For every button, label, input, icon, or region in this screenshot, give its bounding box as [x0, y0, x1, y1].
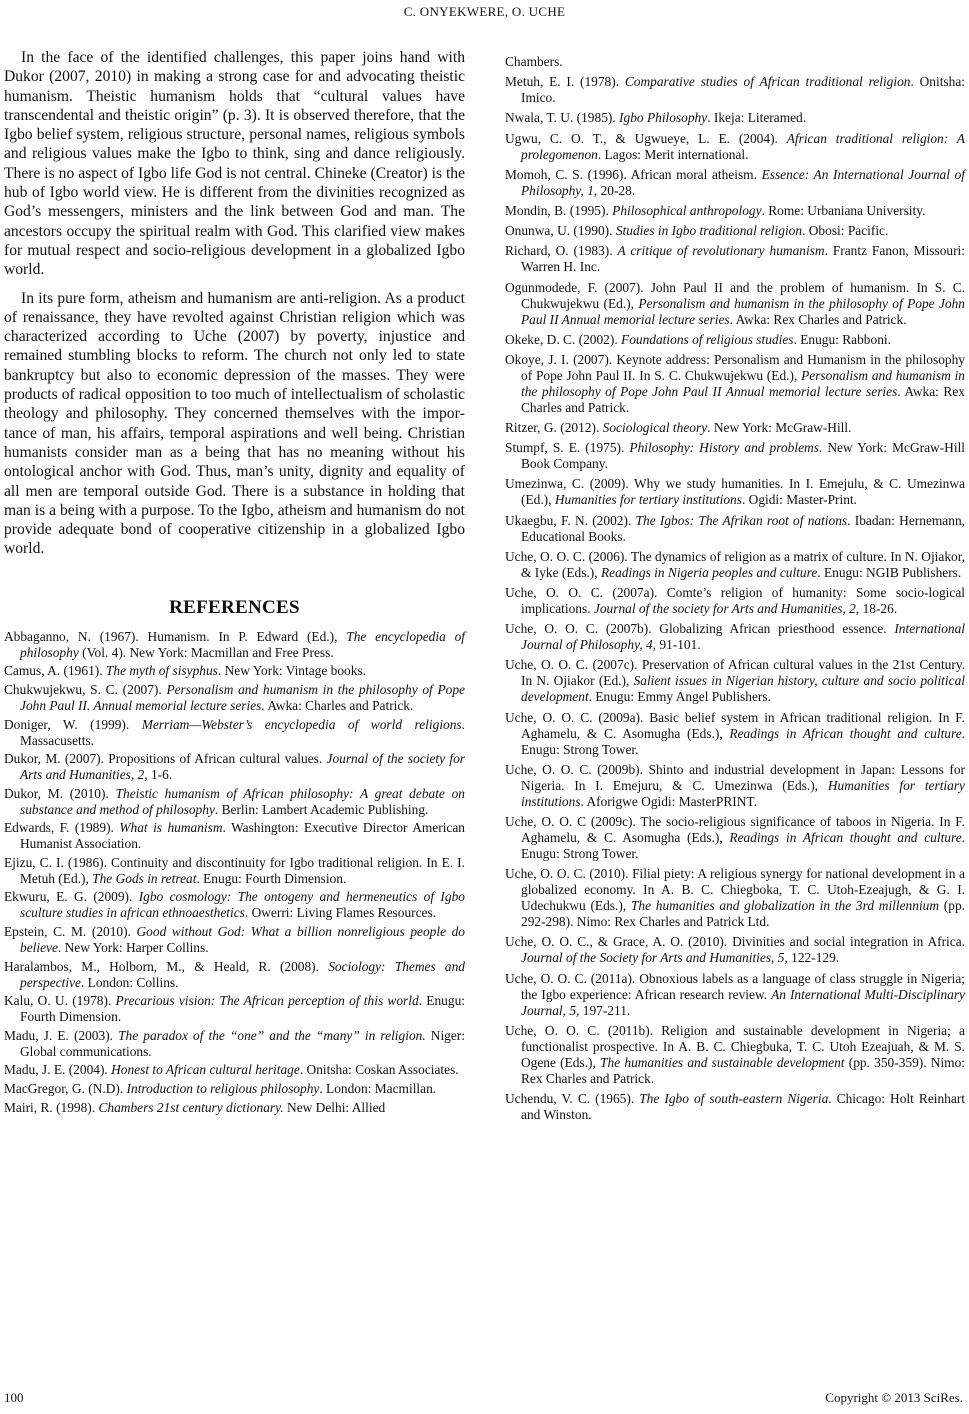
reference-title: Journal of the society for Arts and Humanities, 2, — [593, 601, 860, 616]
reference-entry — [505, 814, 965, 862]
reference-entry — [505, 1023, 965, 1087]
reference-text: 122-129. — [787, 950, 840, 966]
reference-title: Sociological theory — [602, 420, 708, 436]
reference-text: (Vol. 4). New York: Macmillan and Free Press. — [78, 644, 334, 660]
reference-text: 20-28. — [597, 182, 636, 198]
reference-text: . Massacusetts. — [20, 716, 466, 748]
body-paragraph-1: In the face of the identified challenges, this paper joins hand with Dukor (2007, 2010) in making a strong case for and advocating theistic humanism. Theistic humanism holds that “cultural values have transcendental and theistic origin” (p. 3). It is observed therefore, that the Igbo belief system, religious structure, personal names, religious symbols and religious values make the Igbo to think, sing and dance religiously. There is no aspect of Igbo life God is not central. Chineke (Creator) is the hub of Igbo world view. He is different from the divinities recognized as God’s messengers, ministers and the link between God and man. The ancestors occupy the spiritual realm with God. This clarified view makes for mutual respect and socio-religious development in a globalized Igbo world. — [4, 49, 465, 279]
reference-text: Ukaegbu, F. N. (2002). — [505, 512, 636, 528]
reference-title: Personalism and humanism in the philosophy of Pope John Paul II Annual memorial lecture series — [521, 367, 965, 399]
reference-text: . Enugu: Strong Tower. — [521, 725, 965, 757]
reference-entry — [505, 513, 965, 545]
reference-text: Uche, O. O. C (2009c). The socio-religious significance of taboos in Nigeria. In F. Aghamelu, & C. Asomugha (Eds.), — [505, 813, 965, 845]
reference-entry — [505, 440, 965, 472]
reference-title: Readings in African thought and culture — [729, 725, 962, 741]
reference-title: Comparative studies of African traditional religion — [624, 74, 911, 90]
reference-title: Personalism and humanism in the philosophy of Pope John Paul II Annual memorial lecture series — [521, 295, 965, 327]
reference-text: . New York: Harper Collins. — [57, 940, 209, 956]
reference-entry — [505, 657, 965, 705]
reference-title: Honest to African cultural heritage — [111, 1062, 300, 1078]
reference-text: . Enugu: NGIB Publishers. — [817, 564, 962, 580]
reference-text: . Aforigwe Ogidi: MasterPRINT. — [580, 793, 757, 809]
reference-text: . Enugu: Rabboni. — [793, 331, 891, 347]
reference-entry — [505, 54, 965, 70]
reference-title: Journal of the society for Arts and Humanities, 2, — [20, 751, 465, 783]
reference-text: Chambers. — [505, 54, 563, 69]
reference-text: Niger: Global communications. — [20, 1027, 465, 1059]
reference-text: Stumpf, S. E. (1975). — [505, 440, 630, 456]
reference-entry — [4, 959, 465, 991]
reference-text: Chukwujekwu, S. C. (2007). — [4, 681, 167, 697]
reference-title: A critique of revolutionary humanism — [617, 243, 825, 259]
reference-text: Okeke, D. C. (2002). — [505, 331, 622, 347]
reference-text: Mondin, B. (1995). — [505, 202, 613, 218]
reference-entry — [4, 682, 465, 714]
reference-text: . Enugu: Strong Tower. — [521, 829, 965, 861]
reference-text: . New York: McGraw-Hill Book Company. — [521, 440, 966, 472]
reference-text: . London: Macmillan. — [319, 1081, 437, 1097]
reference-title: Precarious vision: The African perception of this world — [115, 993, 419, 1009]
page-number: 100 — [4, 1390, 24, 1405]
reference-text: . Owerri: Living Flames Resources. — [244, 905, 437, 921]
reference-entry — [4, 786, 465, 818]
reference-title: Philosophy: History and problems — [629, 440, 819, 456]
reference-text: 91-101. — [656, 637, 701, 653]
reference-text: Kalu, O. U. (1978). — [4, 993, 116, 1009]
reference-text: . Enugu: Fourth Dimension. — [196, 870, 347, 886]
reference-title: The paradox of the “one” and the “many” in religion. — [118, 1027, 426, 1043]
reference-title: What is humanism — [119, 820, 223, 836]
reference-entry — [4, 855, 465, 887]
reference-text: Haralambos, M., Holborn, M., & Heald, R. (2008). — [4, 958, 329, 974]
reference-title: African traditional religion: A prolegomenon — [521, 130, 965, 162]
reference-title: The encyclopedia of philosophy — [20, 628, 465, 660]
reference-entry — [4, 1062, 465, 1078]
reference-text: Doniger, W. (1999). — [4, 716, 142, 732]
reference-entry — [505, 476, 965, 508]
reference-text: Ejizu, C. I. (1986). Continuity and discontinuity for Igbo traditional religion. In E. I. Metuh (Ed.), — [4, 854, 465, 886]
reference-title: Salient issues in Nigerian history, culture and socio political development — [521, 673, 965, 705]
reference-text: Edwards, F. (1989). — [4, 820, 120, 836]
reference-text: Epstein, C. M. (2010). — [4, 924, 137, 940]
reference-title: An International Multi-Disciplinary Journal, 5, — [521, 986, 965, 1018]
references-list-left — [4, 629, 465, 1116]
reference-title: Foundations of religious studies — [621, 331, 794, 347]
reference-text: Uche, O. O. C. (2011b). Religion and sustainable development in Nigeria; a functionalist prospective. In A. B. C. Chiegbuka, T. C. Utoh Ezeajuah, & M. S. Ogene (Eds.), — [505, 1022, 965, 1070]
reference-title: Merriam—Webster’s encyclopedia of world religions — [141, 716, 462, 732]
reference-text: . London: Collins. — [80, 974, 179, 990]
reference-entry — [4, 751, 465, 783]
reference-title: Theistic humanism of African philosophy: A great debate on substance and method of philosophy — [20, 785, 465, 817]
reference-title: Essence: An International Journal of Philosophy, 1, — [521, 166, 965, 198]
reference-text: 1-6. — [147, 767, 173, 783]
reference-entry — [505, 621, 965, 653]
reference-text: . New York: Vintage books. — [217, 663, 366, 679]
reference-text: Camus, A. (1961). — [4, 663, 106, 679]
reference-entry — [505, 1091, 965, 1123]
reference-entry — [4, 629, 465, 661]
reference-text: Nwala, T. U. (1985). — [505, 110, 620, 126]
reference-text: Uchendu, V. C. (1965). — [505, 1090, 640, 1106]
reference-text: Madu, J. E. (2004). — [4, 1062, 112, 1078]
reference-text: . Enugu: Fourth Dimension. — [20, 993, 465, 1025]
reference-text: . Awka: Rex Charles and Patrick. — [729, 311, 907, 327]
reference-title: Philosophical anthropology — [612, 202, 762, 218]
reference-text: Umezinwa, C. (2009). Why we study humanities. In I. Emejulu, & C. Umezinwa (Ed.), — [505, 476, 965, 508]
reference-entry — [4, 717, 465, 749]
reference-entry — [4, 1100, 465, 1116]
reference-entry — [4, 1081, 465, 1097]
reference-title: Humanities for tertiary institutions — [521, 777, 965, 809]
reference-entry — [505, 866, 965, 930]
reference-title: Good without God: What a billion nonreligious people do believe — [20, 924, 466, 956]
reference-text: Uche, O. O. C., & Grace, A. O. (2010). Divinities and social integration in Africa. — [505, 934, 965, 950]
reference-title: The Gods in retreat — [92, 870, 197, 886]
running-head: C. ONYEKWERE, O. UCHE — [403, 4, 566, 19]
reference-entry — [505, 110, 965, 126]
reference-text: . Rome: Urbaniana University. — [761, 202, 926, 218]
reference-entry — [505, 280, 965, 328]
reference-text: . Frantz Fanon, Missouri: Warren H. Inc. — [521, 243, 966, 275]
reference-text: Okoye, J. I. (2007). Keynote address: Personalism and Humanism in the philosophy of Pope John Paul II. In S. C. Chukwujekwu (Ed.), — [505, 351, 965, 383]
reference-title: Personalism and humanism in the philosophy of Pope John Paul II. Annual memorial lecture series. — [20, 681, 465, 713]
reference-entry — [505, 203, 965, 219]
reference-text: Madu, J. E. (2003). — [4, 1027, 119, 1043]
reference-entry — [4, 663, 465, 679]
references-list-right — [505, 54, 965, 1123]
reference-text: . Ogidi: Master-Print. — [741, 492, 857, 508]
reference-title: Igbo Philosophy — [619, 110, 708, 126]
reference-title: The humanities and sustainable development — [600, 1054, 845, 1070]
reference-text: (pp. 350-359). Nimo: Rex Charles and Patrick. — [521, 1054, 966, 1086]
reference-entry — [505, 710, 965, 758]
reference-text: Awka: Charles and Patrick. — [264, 697, 414, 713]
right-column — [505, 54, 965, 1127]
copyright-notice: Copyright © 2013 SciRes. — [825, 1390, 963, 1405]
reference-title: Humanities for tertiary institutions — [554, 492, 742, 508]
reference-title: The Igbo of south-eastern Nigeria — [639, 1090, 829, 1106]
reference-title: Chambers 21st century dictionary. — [98, 1099, 284, 1115]
reference-entry — [505, 74, 965, 106]
reference-entry — [4, 820, 465, 852]
reference-entry — [4, 1028, 465, 1060]
reference-text: . Obosi: Pacific. — [802, 223, 889, 239]
reference-text: Richard, O. (1983). — [505, 243, 618, 259]
reference-text: Metuh, E. I. (1978). — [505, 74, 625, 90]
reference-entry — [4, 993, 465, 1025]
reference-text: . Onitsha: Imico. — [521, 74, 965, 106]
reference-text: . Awka: Rex Charles and Patrick. — [521, 383, 965, 415]
reference-text: Ogunmodede, F. (2007). John Paul II and the problem of humanism. In S. C. Chukwujekwu (Ed.), — [505, 279, 965, 311]
reference-title: The myth of sisyphus — [105, 663, 218, 679]
reference-text: Uche, O. O. C. (2009b). Shinto and industrial development in Japan: Lessons for Nigeria. In I. Emejuru, & C. Umezinwa (Eds.), — [505, 761, 965, 793]
reference-text: Ritzer, G. (2012). — [505, 420, 603, 436]
reference-text: Onunwa, U. (1990). — [505, 223, 616, 239]
reference-entry — [505, 934, 965, 966]
reference-entry — [505, 585, 965, 617]
reference-entry — [505, 131, 965, 163]
reference-text: Dukor, M. (2010). — [4, 785, 116, 801]
reference-text: 197-211. — [579, 1002, 631, 1018]
reference-text: . Washington: Executive Director American Humanist Association. — [20, 820, 465, 852]
reference-text: Ugwu, C. O. T., & Ugwueye, L. E. (2004). — [505, 130, 787, 146]
reference-text: Uche, O. O. C. (2007c). Preservation of African cultural values in the 21st Century. In N. Ojiakor (Ed.), — [505, 657, 965, 689]
reference-entry — [505, 167, 965, 199]
reference-title: Igbo cosmology: The ontogeny and hermeneutics of Igbo sculture studies in african ethnoaesthetics — [20, 889, 465, 921]
reference-text: Uche, O. O. C. (2009a). Basic belief system in African traditional religion. In F. Aghamelu, & C. Asomugha (Eds.), — [505, 709, 965, 741]
reference-entry — [505, 352, 965, 416]
reference-entry — [505, 762, 965, 810]
reference-text: . Lagos: Merit international. — [597, 146, 749, 162]
reference-entry — [4, 924, 465, 956]
references-heading: REFERENCES — [169, 596, 300, 618]
reference-title: Studies in Igbo traditional religion — [615, 223, 803, 239]
reference-text: (pp. 292-298). Nimo: Rex Charles and Patrick Ltd. — [521, 898, 965, 930]
reference-text: Uche, O. O. C. (2007a). Comte’s religion of humanity: Some socio-logical implications. — [505, 585, 965, 616]
reference-text: Uche, O. O. C. (2011a). Obnoxious labels as a language of class struggle in Nigeria; the Igbo experience: African research review. — [505, 970, 965, 1002]
left-column — [4, 48, 465, 1118]
reference-entry — [505, 243, 965, 275]
reference-text: . Chicago: Holt Reinhart and Winston. — [521, 1090, 965, 1122]
reference-text: Uche, O. O. C. (2006). The dynamics of religion as a matrix of culture. In N. Ojiakor, & Iyke (Eds.), — [505, 548, 965, 580]
reference-text: Abbaganno, N. (1967). Humanism. In P. Edward (Ed.), — [4, 628, 347, 644]
reference-title: Journal of the Society for Arts and Humanities, 5, — [521, 950, 788, 966]
reference-text: MacGregor, G. (N.D). — [4, 1081, 127, 1097]
reference-entry — [505, 332, 965, 348]
reference-entry — [505, 971, 965, 1019]
reference-text: . Ikeja: Literamed. — [707, 110, 807, 126]
reference-title: The Igbos: The Afrikan root of nations — [635, 512, 848, 528]
reference-entry — [505, 549, 965, 581]
reference-entry — [505, 223, 965, 239]
reference-text: Uche, O. O. C. (2007b). Globalizing African priesthood essence. — [505, 621, 895, 637]
reference-title: Readings in African thought and culture — [729, 829, 962, 845]
body-paragraph-2: In its pure form, atheism and humanism are anti-religion. As a product of renaissance, they have revolted against Christian religion which was characterized according to Uche (2007) by poverty, injustice and remained stumbling blocks to reform. The church not only led to state bankruptcy but also to economic depression of the masses. They were products of radical opposition to too much of intellectualism of scholastic theology and philosophy. They concerned themselves with the importance of man, his affairs, temporal aspirations and well being. Christian humanists consider man as a being that has no meaning without his ontological anchor with God. Thus, man’s unity, dignity and equality of all men are temporal outside God. There is a substance in holding that man is a being with a purpose. To the Igbo, atheism and humanism do not provide adequate bond of cooperative citizenship in a globalized Igbo world. — [4, 289, 465, 558]
reference-text: . New York: McGraw-Hill. — [707, 420, 852, 436]
reference-title: The humanities and globalization in the 3rd millennium — [630, 898, 940, 914]
reference-text: . Berlin: Lambert Academic Publishing. — [214, 801, 429, 817]
reference-text: Dukor, M. (2007). Propositions of African cultural values. — [4, 751, 327, 767]
reference-title: Introduction to religious philosophy — [126, 1081, 320, 1097]
reference-text: 18-26. — [859, 601, 898, 616]
reference-title: Readings in Nigeria peoples and culture — [600, 564, 818, 580]
reference-text: Ekwuru, E. G. (2009). — [4, 889, 139, 905]
reference-text: New Delhi: Allied — [283, 1099, 386, 1115]
reference-text: . Enugu: Emmy Angel Publishers. — [588, 689, 771, 705]
reference-text: Mairi, R. (1998). — [4, 1099, 99, 1115]
reference-text: . Ibadan: Hernemann, Educational Books. — [521, 512, 965, 544]
reference-text: Uche, O. O. C. (2010). Filial piety: A religious synergy for national development in a globalized economy. In A. B. C. Chiegboka, T. C. Utoh-Ezeajugh, & G. I. Udechukwu (Eds.), — [505, 866, 965, 914]
reference-title: Sociology: Themes and perspective — [20, 958, 465, 990]
reference-entry — [4, 889, 465, 921]
reference-title: International Journal of Philosophy, 4, — [521, 621, 965, 653]
reference-entry — [505, 420, 965, 436]
reference-text: Momoh, C. S. (1996). African moral atheism. — [505, 166, 762, 182]
reference-text: . Onitsha: Coskan Associates. — [299, 1062, 459, 1078]
